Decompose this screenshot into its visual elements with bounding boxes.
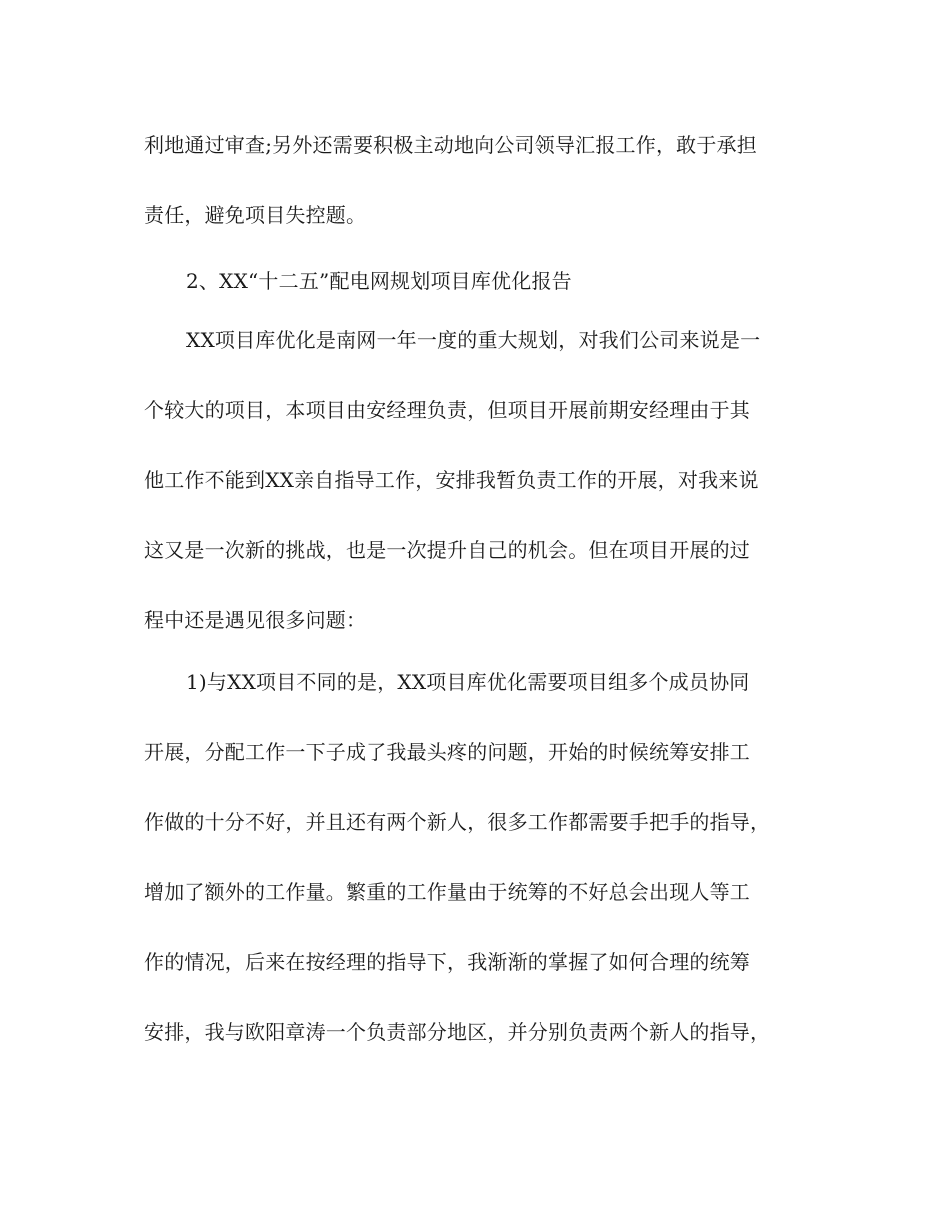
text-line-1: 利地通过审查;另外还需要积极主动地向公司领导汇报工作，敢于承担 (144, 133, 757, 157)
list-item-line-1: 1)与XX项目不同的是，XX项目库优化需要项目组多个成员协同 (186, 670, 750, 694)
paragraph-line-1: XX项目库优化是南网一年一度的重大规划，对我们公司来说是一 (186, 328, 761, 352)
list-item-line-6: 安排，我与欧阳章涛一个负责部分地区，并分别负责两个新人的指导， (144, 1020, 771, 1044)
text-line-2: 责任，避免项目失控题。 (144, 203, 367, 227)
section-heading: 2、XX“十二五”配电网规划项目库优化报告 (186, 269, 572, 293)
list-item-line-4: 增加了额外的工作量。繁重的工作量由于统筹的不好总会出现人等工 (144, 880, 750, 904)
list-item-line-2: 开展，分配工作一下子成了我最头疼的问题，开始的时候统筹安排工 (144, 740, 750, 764)
list-item-line-5: 作的情况，后来在按经理的指导下，我渐渐的掌握了如何合理的统筹 (144, 950, 750, 974)
paragraph-line-3: 他工作不能到XX亲自指导工作，安排我暂负责工作的开展，对我来说 (144, 468, 759, 492)
paragraph-line-4: 这又是一次新的挑战，也是一次提升自己的机会。但在项目开展的过 (144, 538, 750, 562)
list-item-line-3: 作做的十分不好，并且还有两个新人，很多工作都需要手把手的指导， (144, 810, 771, 834)
paragraph-line-5: 程中还是遇见很多问题： (144, 608, 367, 632)
paragraph-line-2: 个较大的项目，本项目由安经理负责，但项目开展前期安经理由于其 (144, 398, 750, 422)
